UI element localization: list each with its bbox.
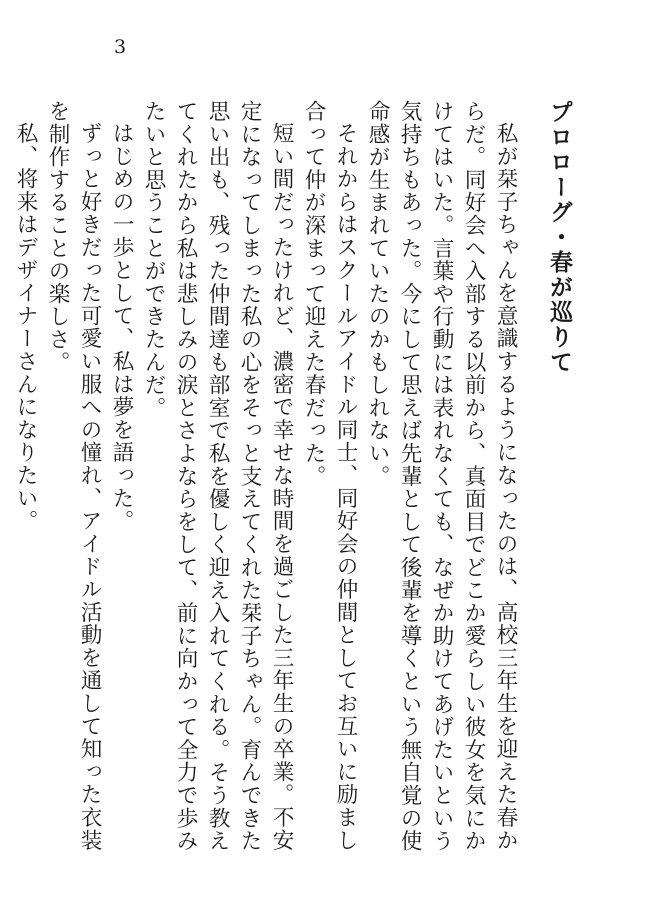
paragraph: 短い間だったけれど、濃密で幸せな時間を過ごした三年生の卒業。不安定になってしまった私の心をそっと支えてくれた栞子ちゃん。育んできた思い出も、残った仲間達も部室で私を優しく迎え入れてくれる。そう教えてくれたから私は悲しみの涙とさよならをして、前に向かって全力で歩みたいと思うことができたんだ。 xyxy=(141,100,294,853)
paragraph: それからはスクールアイドル同士、同好会の仲間としてお互いに励まし合って仲が深まって迎えた春だった。 xyxy=(301,100,358,852)
chapter-title: プロローグ・春が巡りて xyxy=(546,100,573,375)
paragraph: 私、将来はデザイナーさんになりたい。 xyxy=(13,121,38,532)
paragraph: 私が栞子ちゃんを意識するようになったのは、高校三年生を迎えた春からだ。同好会へ入部する以前から、真面目でどこか愛らしい彼女を気にかけてはいた。言葉や行動には表れなくても、なぜか助けてあげたいという気持ちもあった。今にして思えば先輩として後輩を導くという無自覚の使命感が生まれていたのかもしれない。 xyxy=(365,100,518,853)
body-text xyxy=(9,100,575,860)
paragraph: はじめの一歩として、私は夢を語った。 xyxy=(109,121,134,532)
paragraph: ずっと好きだった可愛い服への憧れ、アイドル活動を通して知った衣装を制作することの楽しさ。 xyxy=(45,100,102,852)
page-number: 3 xyxy=(114,36,127,58)
